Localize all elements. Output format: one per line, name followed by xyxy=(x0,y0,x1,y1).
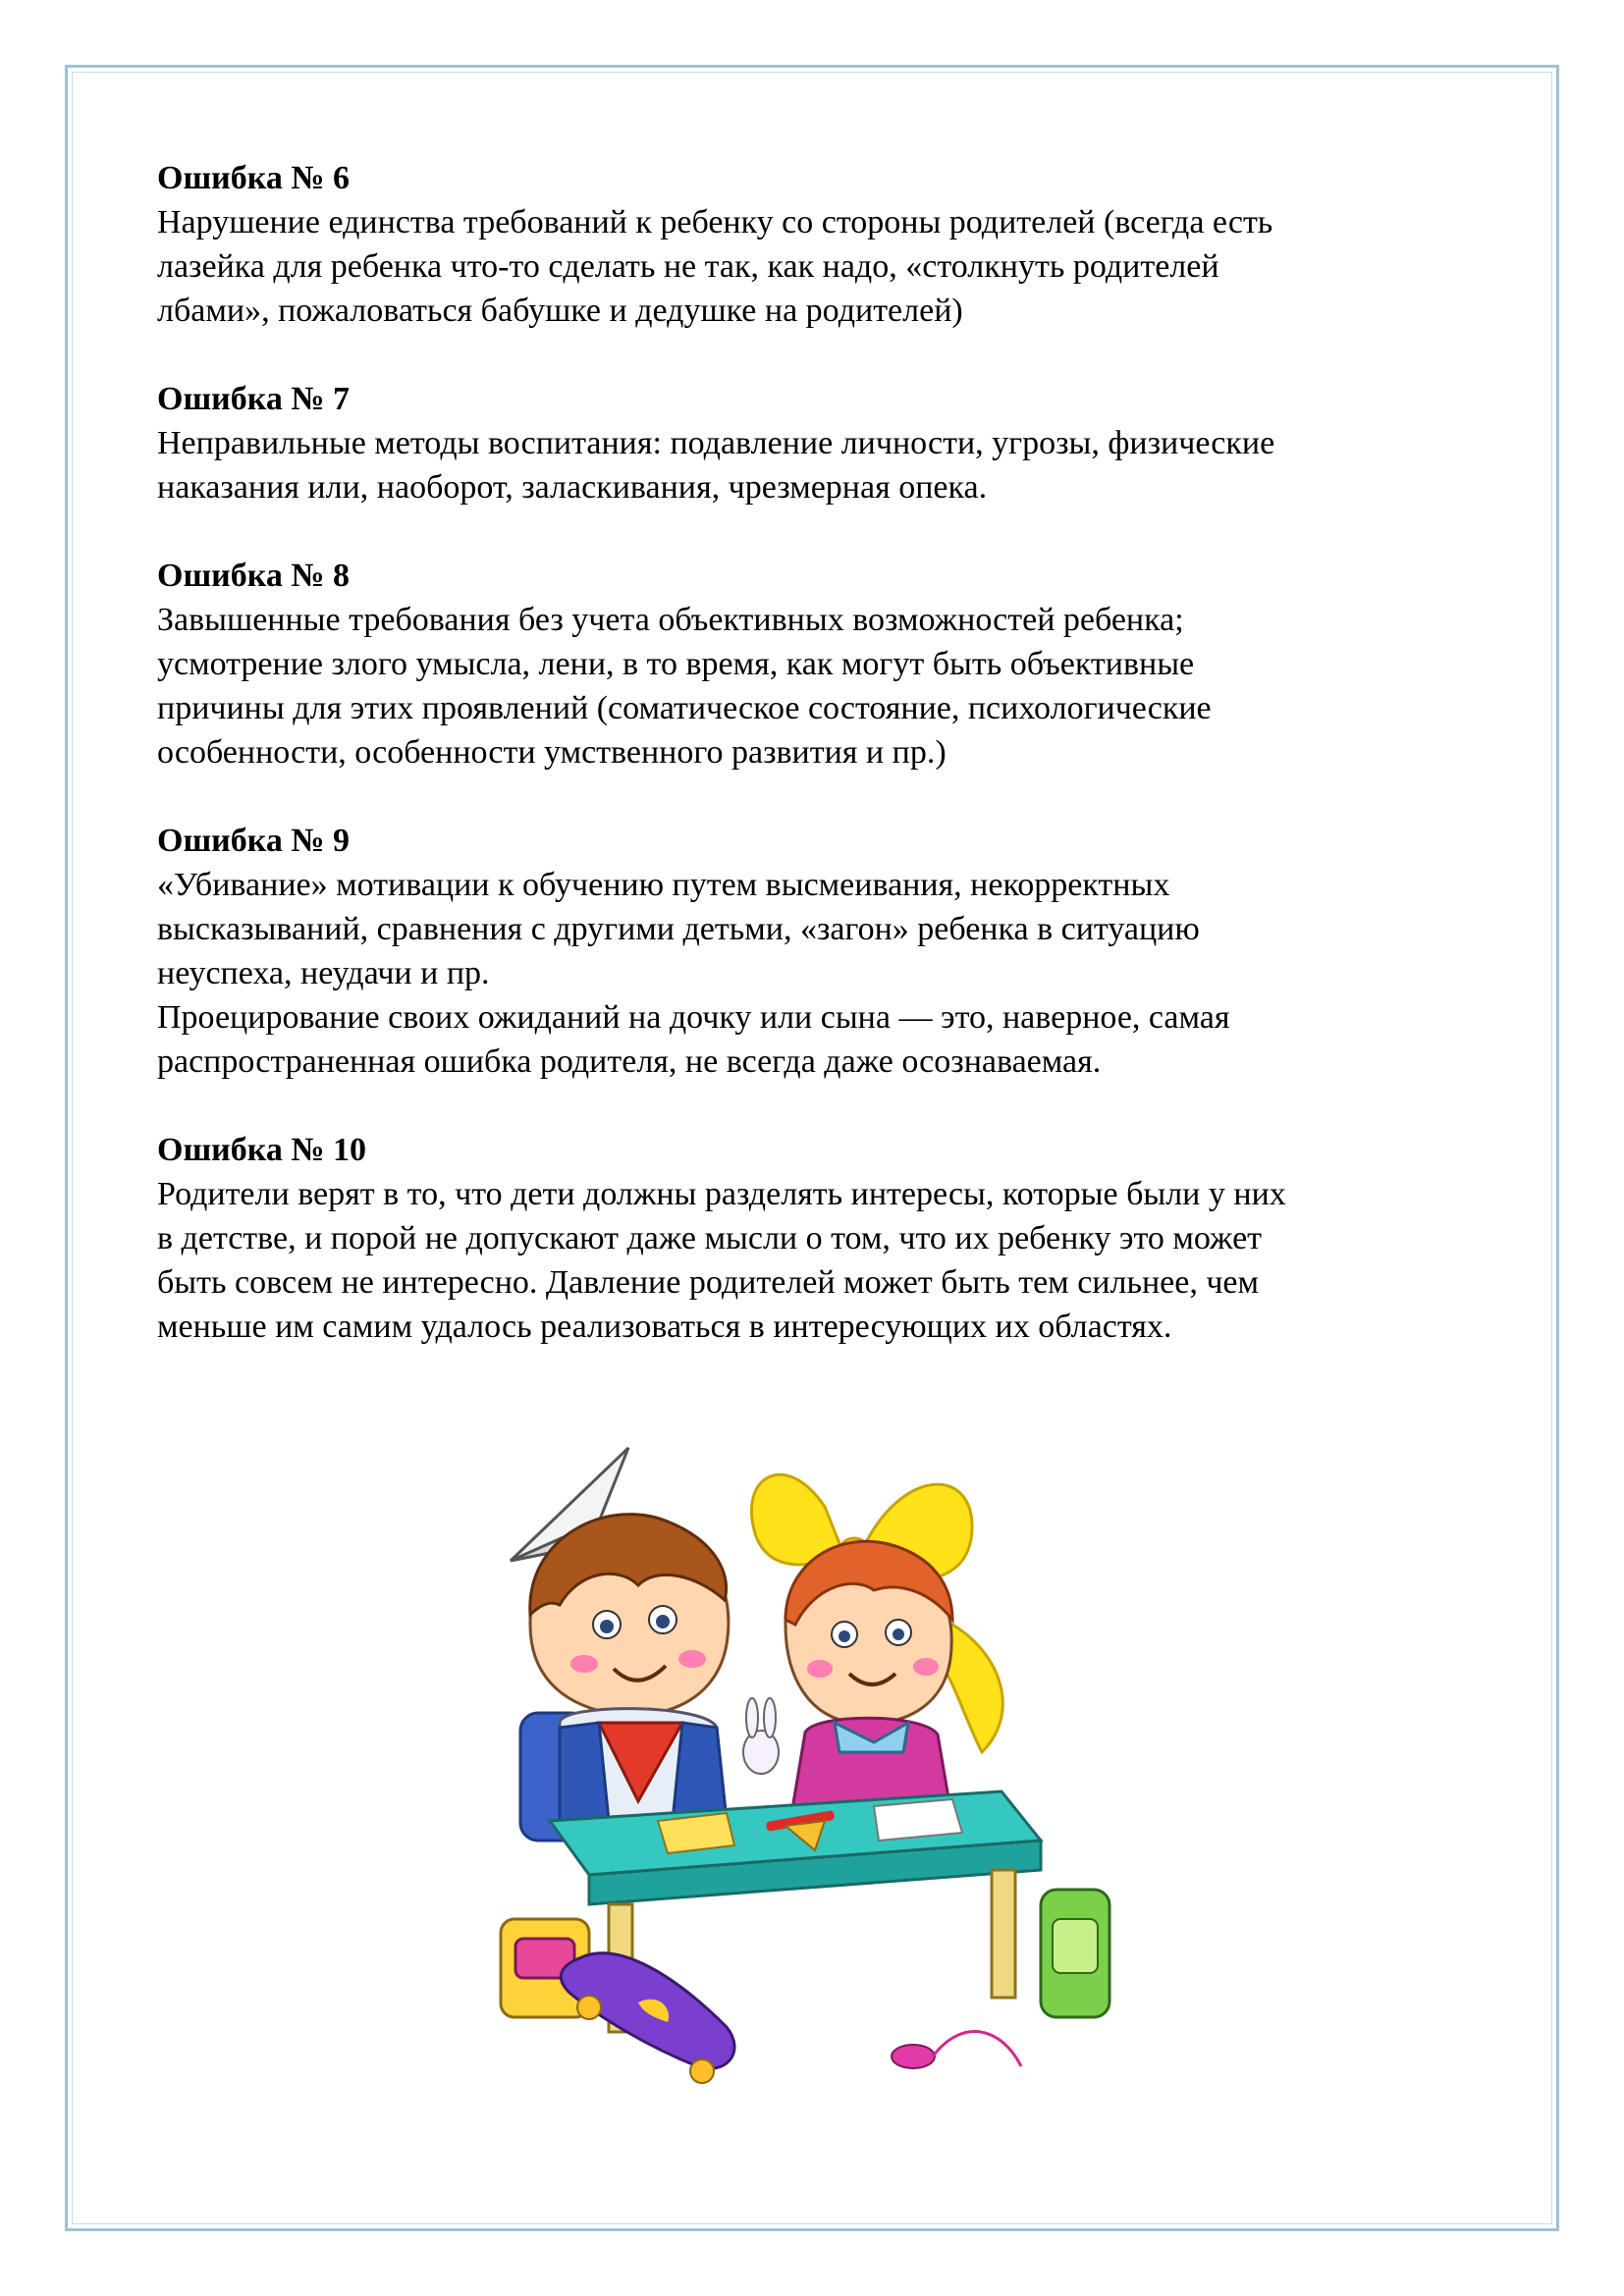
section-body xyxy=(157,200,1492,333)
section-title: Ошибка № 10 xyxy=(157,1132,366,1168)
text-line: причины для этих проявлений (соматическое состояние, психологические xyxy=(157,690,1212,726)
section-title: Ошибка № 6 xyxy=(157,160,350,196)
text-line: лбами», пожаловаться бабушке и дедушке на родителей) xyxy=(157,293,963,329)
text-line: меньше им самим удалось реализоваться в интересующих их областях. xyxy=(157,1308,1172,1345)
text-line: Завышенные требования без учета объективных возможностей ребенка; xyxy=(157,602,1184,638)
text-line: усмотрение злого умысла, лени, в то время, как могут быть объективные xyxy=(157,646,1195,682)
section-title: Ошибка № 9 xyxy=(157,823,350,859)
girl-figure xyxy=(785,1541,952,1821)
text-line: в детстве, и порой не допускают даже мысли о том, что их ребенку это может xyxy=(157,1220,1263,1256)
section-body xyxy=(157,598,1492,774)
toy-bunny-icon xyxy=(743,1698,779,1774)
text-line: Нарушение единства требований к ребенку со стороны родителей (всегда есть xyxy=(157,204,1273,240)
document-content xyxy=(157,157,1492,1394)
text-line: высказываний, сравнения с другими детьми, «загон» ребенка в ситуацию xyxy=(157,911,1200,947)
boy-figure xyxy=(530,1515,729,1821)
text-line: Проецирование своих ожиданий на дочку или сына — это, наверное, самая xyxy=(157,999,1230,1036)
computer-mouse-icon xyxy=(892,2032,1021,2068)
text-line: распространенная ошибка родителя, не всегда даже осознаваемая. xyxy=(157,1043,1102,1080)
section-body xyxy=(157,421,1492,509)
error-section-7 xyxy=(157,378,1492,509)
text-line: особенности, особенности умственного развития и пр.) xyxy=(157,734,947,771)
error-section-8 xyxy=(157,555,1492,774)
section-title: Ошибка № 8 xyxy=(157,558,350,594)
error-section-6 xyxy=(157,157,1492,333)
text-line: Родители верят в то, что дети должны разделять интересы, которые были у них xyxy=(157,1176,1286,1212)
children-at-desk-illustration xyxy=(491,1428,1119,2096)
text-line: наказания или, наоборот, заласкивания, чрезмерная опека. xyxy=(157,469,988,506)
skateboard-icon xyxy=(561,1953,734,2083)
error-section-9 xyxy=(157,820,1492,1084)
section-title: Ошибка № 7 xyxy=(157,381,350,417)
text-line: неуспеха, неудачи и пр. xyxy=(157,955,490,991)
text-line: быть совсем не интересно. Давление родителей может быть тем сильнее, чем xyxy=(157,1264,1260,1301)
section-body xyxy=(157,863,1492,1084)
text-line: «Убивание» мотивации к обучению путем высмеивания, некорректных xyxy=(157,867,1170,903)
text-line: лазейка для ребенка что-то сделать не так, как надо, «столкнуть родителей xyxy=(157,248,1219,285)
text-line: Неправильные методы воспитания: подавление личности, угрозы, физические xyxy=(157,425,1275,461)
error-section-10 xyxy=(157,1129,1492,1349)
section-body xyxy=(157,1172,1492,1349)
